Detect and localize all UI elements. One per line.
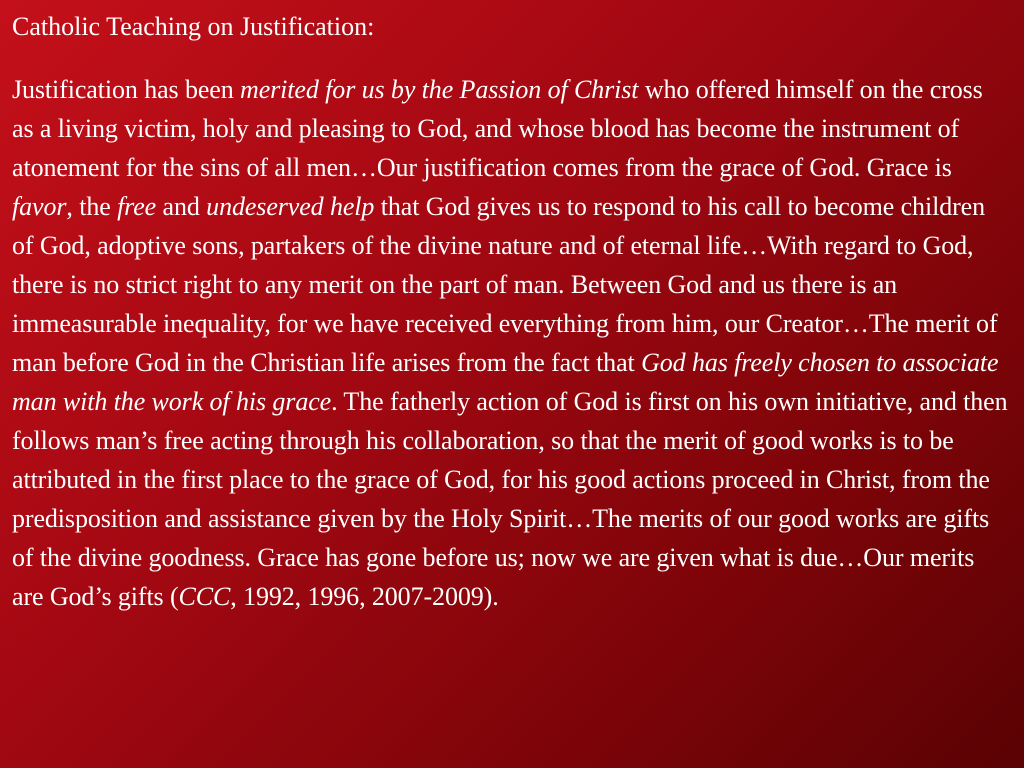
body-text: and (156, 192, 207, 221)
body-text: who offered himself on the cross as a living victim, holy and pleasing to God, and whose blood has become the instrument of atonement for the sins of all men…Our justification comes from the grace of God. Grace is (12, 75, 983, 182)
body-italic-text: free (117, 192, 157, 221)
slide-title: Catholic Teaching on Justification: (12, 12, 375, 41)
body-italic-text: God has freely chosen to associate man with the work of his grace (12, 348, 999, 416)
body-text: . The fatherly action of God is first on his own initiative, and then follows man’s free acting through his collaboration, so that the merit of good works is to be attributed in the first place to the grace of God, for his good actions proceed in Christ, from the predisposition and assistance given by the Holy Spirit…The merits of our good works are gifts of the divine goodness. Grace has gone before us; now we are given what is due…Our merits are God’s gifts ( (12, 387, 1008, 611)
body-italic-text: merited for us by the Passion of Christ (240, 75, 639, 104)
body-text: , 1992, 1996, 2007-2009). (230, 582, 499, 611)
body-text: Justification has been (12, 75, 241, 104)
body-text: , the (66, 192, 118, 221)
body-italic-text: favor (12, 192, 67, 221)
body-text: that God gives us to respond to his call to become children of God, adoptive sons, partakers of the divine nature and of eternal life…With regard to God, there is no strict right to any merit on the part of man. Between God and us there is an immeasurable inequality, for we have received everything from him, our Creator…The merit of man before God in the Christian life arises from the fact that (12, 192, 998, 377)
body-italic-text: undeserved help (206, 192, 375, 221)
slide-body-paragraph (12, 70, 1010, 616)
citation-source: CCC (178, 582, 231, 611)
